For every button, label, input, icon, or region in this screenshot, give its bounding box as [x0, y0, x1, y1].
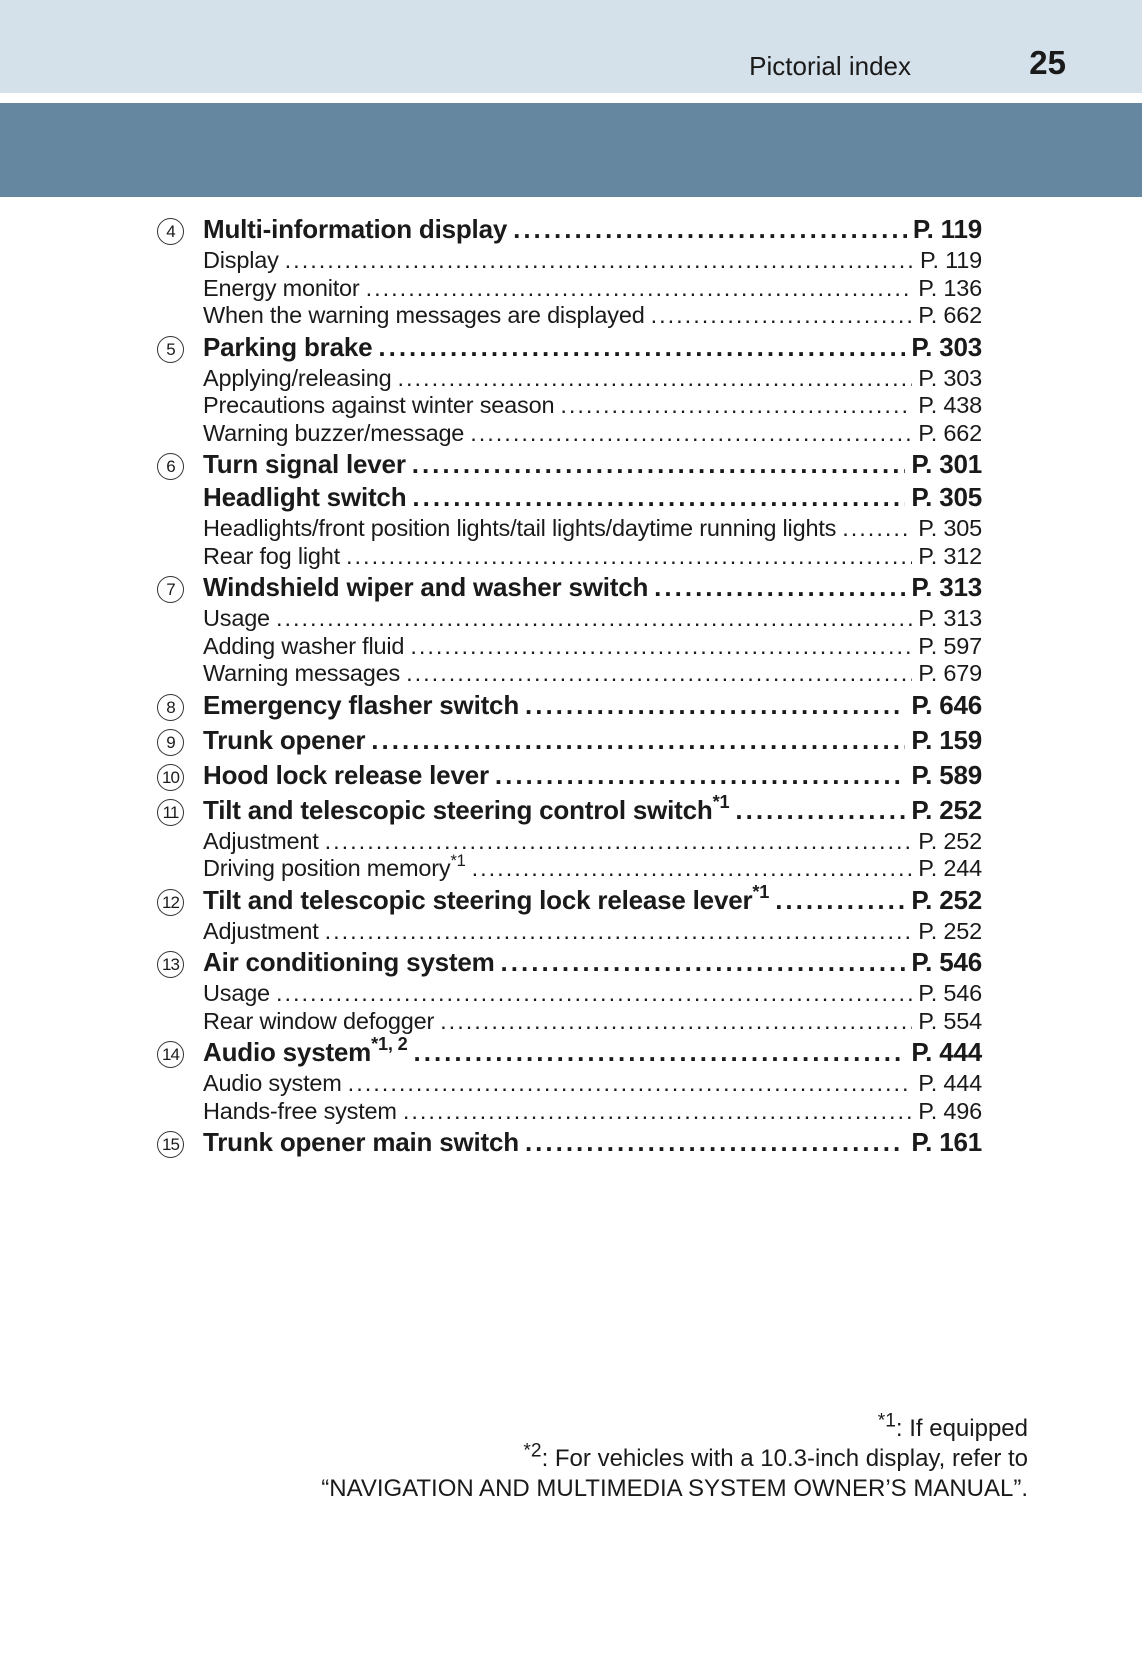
entry-label-text: Hands-free system — [203, 1097, 397, 1124]
entry-label — [157, 1098, 397, 1125]
index-entry[interactable] — [157, 332, 982, 365]
page-ref-link[interactable]: P. 444 — [918, 1070, 982, 1096]
leader-dots — [501, 947, 906, 978]
leader-dots — [371, 725, 905, 756]
page-ref-link[interactable]: P. 159 — [911, 724, 982, 755]
index-subentry[interactable] — [157, 852, 982, 883]
leader-dots — [410, 633, 912, 660]
entry-label-text: Energy monitor — [203, 274, 360, 301]
index-entry[interactable] — [157, 449, 982, 482]
page-ref-link[interactable]: P. 662 — [918, 419, 982, 446]
page-ref-link[interactable]: P. 438 — [918, 392, 982, 418]
entry-label-text: Tilt and telescopic steering lock release lever — [203, 884, 753, 915]
entry-label — [157, 660, 400, 687]
leader-dots — [276, 605, 912, 632]
callout-number: 6 — [157, 453, 184, 480]
entry-label — [157, 980, 270, 1007]
index-group — [157, 214, 982, 330]
index-entry[interactable] — [157, 881, 982, 918]
page-ref-link[interactable]: P. 252 — [911, 794, 982, 825]
index-group — [157, 690, 982, 723]
entry-label — [157, 947, 495, 978]
entry-label-text: Adjustment — [203, 827, 319, 854]
leader-dots — [406, 660, 912, 687]
page-ref-link[interactable]: P. 546 — [911, 947, 982, 977]
leader-dots — [403, 1098, 912, 1125]
entry-label-text: Parking brake — [203, 331, 373, 362]
index-group — [157, 1034, 982, 1125]
footnote-ref: *1 — [450, 852, 466, 871]
page-ref-link[interactable]: P. 119 — [912, 214, 982, 244]
page-ref-link[interactable]: P. 589 — [911, 759, 982, 790]
entry-label — [157, 449, 406, 480]
entry-label-text: When the warning messages are displayed — [203, 302, 645, 328]
leader-dots — [348, 1070, 913, 1097]
page-number: 25 — [1029, 44, 1066, 81]
entry-label — [157, 1034, 408, 1068]
entry-label — [157, 881, 770, 916]
page-ref-link[interactable]: P. 444 — [911, 1037, 982, 1067]
index-entry[interactable] — [157, 1127, 982, 1160]
entry-label — [157, 247, 279, 274]
leader-dots — [472, 855, 913, 882]
leader-dots — [414, 1037, 906, 1068]
entry-label-text: Headlight switch — [203, 482, 407, 512]
index-entry[interactable] — [157, 690, 982, 723]
index-group — [157, 791, 982, 883]
leader-dots — [525, 690, 905, 721]
index-entry[interactable] — [157, 725, 982, 758]
index-entry[interactable] — [157, 214, 982, 247]
index-subentry[interactable] — [157, 302, 982, 330]
index-subentry[interactable] — [157, 1008, 982, 1036]
page-ref-link[interactable]: P. 554 — [918, 1007, 982, 1034]
leader-dots — [325, 918, 913, 945]
leader-dots — [775, 885, 905, 916]
callout-number: 13 — [157, 951, 184, 978]
index-group — [157, 760, 982, 793]
entry-label — [157, 515, 836, 542]
leader-dots — [735, 795, 905, 826]
index-subentry[interactable] — [157, 660, 982, 688]
leader-dots — [842, 515, 912, 542]
index-subentry[interactable] — [157, 918, 982, 946]
index-group — [157, 332, 982, 448]
entry-label-text: Rear window defogger — [203, 1007, 435, 1034]
header-divider — [0, 93, 1142, 103]
callout-number: 4 — [157, 218, 184, 245]
callout-number: 11 — [157, 799, 184, 826]
entry-label-text: Turn signal lever — [203, 449, 406, 479]
entry-label-text: Headlights/front position lights/tail lights/daytime running lights — [203, 515, 837, 541]
page-ref-link[interactable]: P. 305 — [918, 515, 982, 541]
entry-label — [157, 791, 730, 826]
page-ref-link[interactable]: P. 303 — [911, 331, 982, 362]
index-subentry[interactable] — [157, 365, 982, 393]
callout-number: 10 — [157, 764, 184, 791]
leader-dots — [285, 247, 914, 274]
index-entry[interactable] — [157, 482, 982, 515]
entry-label-text: Audio system — [203, 1070, 342, 1096]
entry-label — [157, 1008, 434, 1035]
footnote-1 — [321, 1410, 1028, 1444]
leader-dots — [378, 332, 905, 363]
footnote-2-line-2: “NAVIGATION AND MULTIMEDIA SYSTEM OWNER’S MANUAL”. — [321, 1475, 1028, 1502]
callout-number: 8 — [157, 694, 184, 721]
entry-label — [157, 605, 270, 632]
page-ref-link[interactable]: P. 252 — [918, 827, 982, 854]
section-title: Pictorial index — [749, 51, 911, 81]
leader-dots — [513, 214, 907, 245]
header-band — [0, 0, 1142, 93]
entry-label-text: Emergency flasher switch — [203, 689, 519, 720]
footnote-ref: *1 — [712, 791, 730, 812]
footnote-ref: *1 — [752, 881, 770, 902]
entry-label-text: Usage — [203, 605, 270, 631]
leader-dots — [654, 572, 905, 603]
entry-label — [157, 633, 404, 660]
entry-label — [157, 918, 319, 945]
page-ref-link[interactable]: P. 662 — [918, 302, 982, 328]
leader-dots — [276, 980, 912, 1007]
page-ref-link[interactable]: P. 161 — [911, 1127, 982, 1157]
index-entry[interactable] — [157, 1034, 982, 1070]
page-ref-link[interactable]: P. 301 — [911, 449, 982, 479]
index-subentry[interactable] — [157, 1070, 982, 1098]
page-ref-link[interactable]: P. 679 — [918, 660, 982, 686]
entry-label-text: Hood lock release lever — [203, 759, 489, 790]
entry-label-text: Rear fog light — [203, 542, 340, 569]
page-ref-link[interactable]: P. 244 — [918, 855, 982, 881]
index-subentry[interactable] — [157, 605, 982, 633]
callout-number: 5 — [157, 336, 184, 363]
leader-dots — [366, 275, 913, 302]
footnote-1-mark: *1 — [877, 1410, 896, 1432]
entry-label-text: Tilt and telescopic steering control switch — [203, 794, 713, 825]
page-ref-link[interactable]: P. 597 — [918, 632, 982, 659]
entry-label — [157, 392, 554, 419]
leader-dots — [525, 1127, 905, 1158]
leader-dots — [470, 420, 912, 447]
page-ref-link[interactable]: P. 305 — [911, 482, 982, 512]
entry-label-text: Applying/releasing — [203, 364, 392, 391]
leader-dots — [495, 760, 905, 791]
page-ref-link[interactable]: P. 312 — [918, 542, 982, 569]
entry-label — [157, 420, 464, 447]
entry-label — [157, 365, 391, 392]
page-ref-link[interactable]: P. 496 — [918, 1097, 982, 1124]
entry-label-text: Adding washer fluid — [203, 632, 405, 659]
footnote-1-text: : If equipped — [895, 1415, 1028, 1442]
index-group — [157, 449, 982, 570]
index-subentry[interactable] — [157, 515, 982, 543]
index-subentry[interactable] — [157, 980, 982, 1008]
leader-dots — [325, 828, 913, 855]
index-group — [157, 947, 982, 1035]
page-ref-link[interactable]: P. 313 — [918, 605, 982, 631]
index-subentry[interactable] — [157, 275, 982, 303]
leader-dots — [412, 449, 906, 480]
index-entry[interactable] — [157, 760, 982, 793]
index-subentry[interactable] — [157, 392, 982, 420]
callout-number: 15 — [157, 1131, 184, 1158]
index-entry[interactable] — [157, 572, 982, 605]
entry-label — [157, 332, 372, 363]
leader-dots — [346, 543, 912, 570]
entry-label-text: Trunk opener — [203, 724, 366, 755]
entry-label — [157, 760, 489, 791]
index-subentry[interactable] — [157, 828, 982, 856]
pictorial-index-list — [157, 214, 982, 1162]
page-ref-link[interactable]: P. 546 — [918, 980, 982, 1006]
entry-label — [157, 1127, 519, 1158]
leader-dots — [397, 365, 912, 392]
callout-number: 14 — [157, 1041, 184, 1068]
entry-label-text: Display — [203, 247, 279, 273]
leader-dots — [412, 482, 905, 513]
index-subentry[interactable] — [157, 1098, 982, 1126]
index-entry[interactable] — [157, 947, 982, 980]
leader-dots — [440, 1008, 912, 1035]
entry-label — [157, 725, 365, 756]
footnote-2-text: : For vehicles with a 10.3-inch display, refer to — [541, 1445, 1028, 1472]
page-ref-link[interactable]: P. 313 — [911, 572, 982, 602]
footnote-2-mark: *2 — [523, 1440, 542, 1462]
entry-label — [157, 275, 360, 302]
entry-label — [157, 302, 645, 329]
entry-label — [157, 214, 507, 245]
page-ref-link[interactable]: P. 136 — [918, 274, 982, 301]
page-ref-link[interactable]: P. 252 — [918, 917, 982, 944]
page-ref-link[interactable]: P. 303 — [918, 364, 982, 391]
index-entry[interactable] — [157, 791, 982, 828]
index-group — [157, 725, 982, 758]
page-ref-link[interactable]: P. 119 — [920, 247, 982, 273]
entry-label-text: Usage — [203, 980, 270, 1006]
entry-label — [157, 690, 519, 721]
callout-number: 7 — [157, 576, 184, 603]
footnotes — [321, 1410, 1028, 1504]
index-group — [157, 1127, 982, 1160]
index-group — [157, 572, 982, 688]
entry-label-text: Warning buzzer/message — [203, 419, 465, 446]
accent-band — [0, 103, 1142, 197]
page-ref-link[interactable]: P. 646 — [911, 689, 982, 720]
entry-label-text: Driving position memory — [203, 855, 451, 881]
leader-dots — [560, 392, 912, 419]
page-ref-link[interactable]: P. 252 — [911, 884, 982, 915]
entry-label — [157, 852, 466, 882]
entry-label — [157, 572, 648, 603]
entry-label-text: Multi-information display — [203, 214, 508, 244]
entry-label-text: Precautions against winter season — [203, 392, 555, 418]
callout-number: 9 — [157, 729, 184, 756]
entry-label-text: Trunk opener main switch — [203, 1127, 519, 1157]
footnote-ref: *1, 2 — [371, 1034, 408, 1055]
entry-label — [157, 828, 319, 855]
entry-label — [157, 1070, 342, 1097]
entry-label-text: Adjustment — [203, 917, 319, 944]
callout-number: 12 — [157, 889, 184, 916]
entry-label — [157, 482, 406, 513]
entry-label-text: Windshield wiper and washer switch — [203, 572, 649, 602]
entry-label-text: Air conditioning system — [203, 947, 495, 977]
index-subentry[interactable] — [157, 420, 982, 448]
index-subentry[interactable] — [157, 543, 982, 571]
leader-dots — [651, 302, 913, 329]
index-group — [157, 881, 982, 946]
entry-label — [157, 543, 340, 570]
index-subentry[interactable] — [157, 633, 982, 661]
entry-label-text: Warning messages — [203, 660, 401, 686]
index-subentry[interactable] — [157, 247, 982, 275]
entry-label-text: Audio system — [203, 1037, 372, 1067]
footnote-2 — [321, 1440, 1028, 1474]
